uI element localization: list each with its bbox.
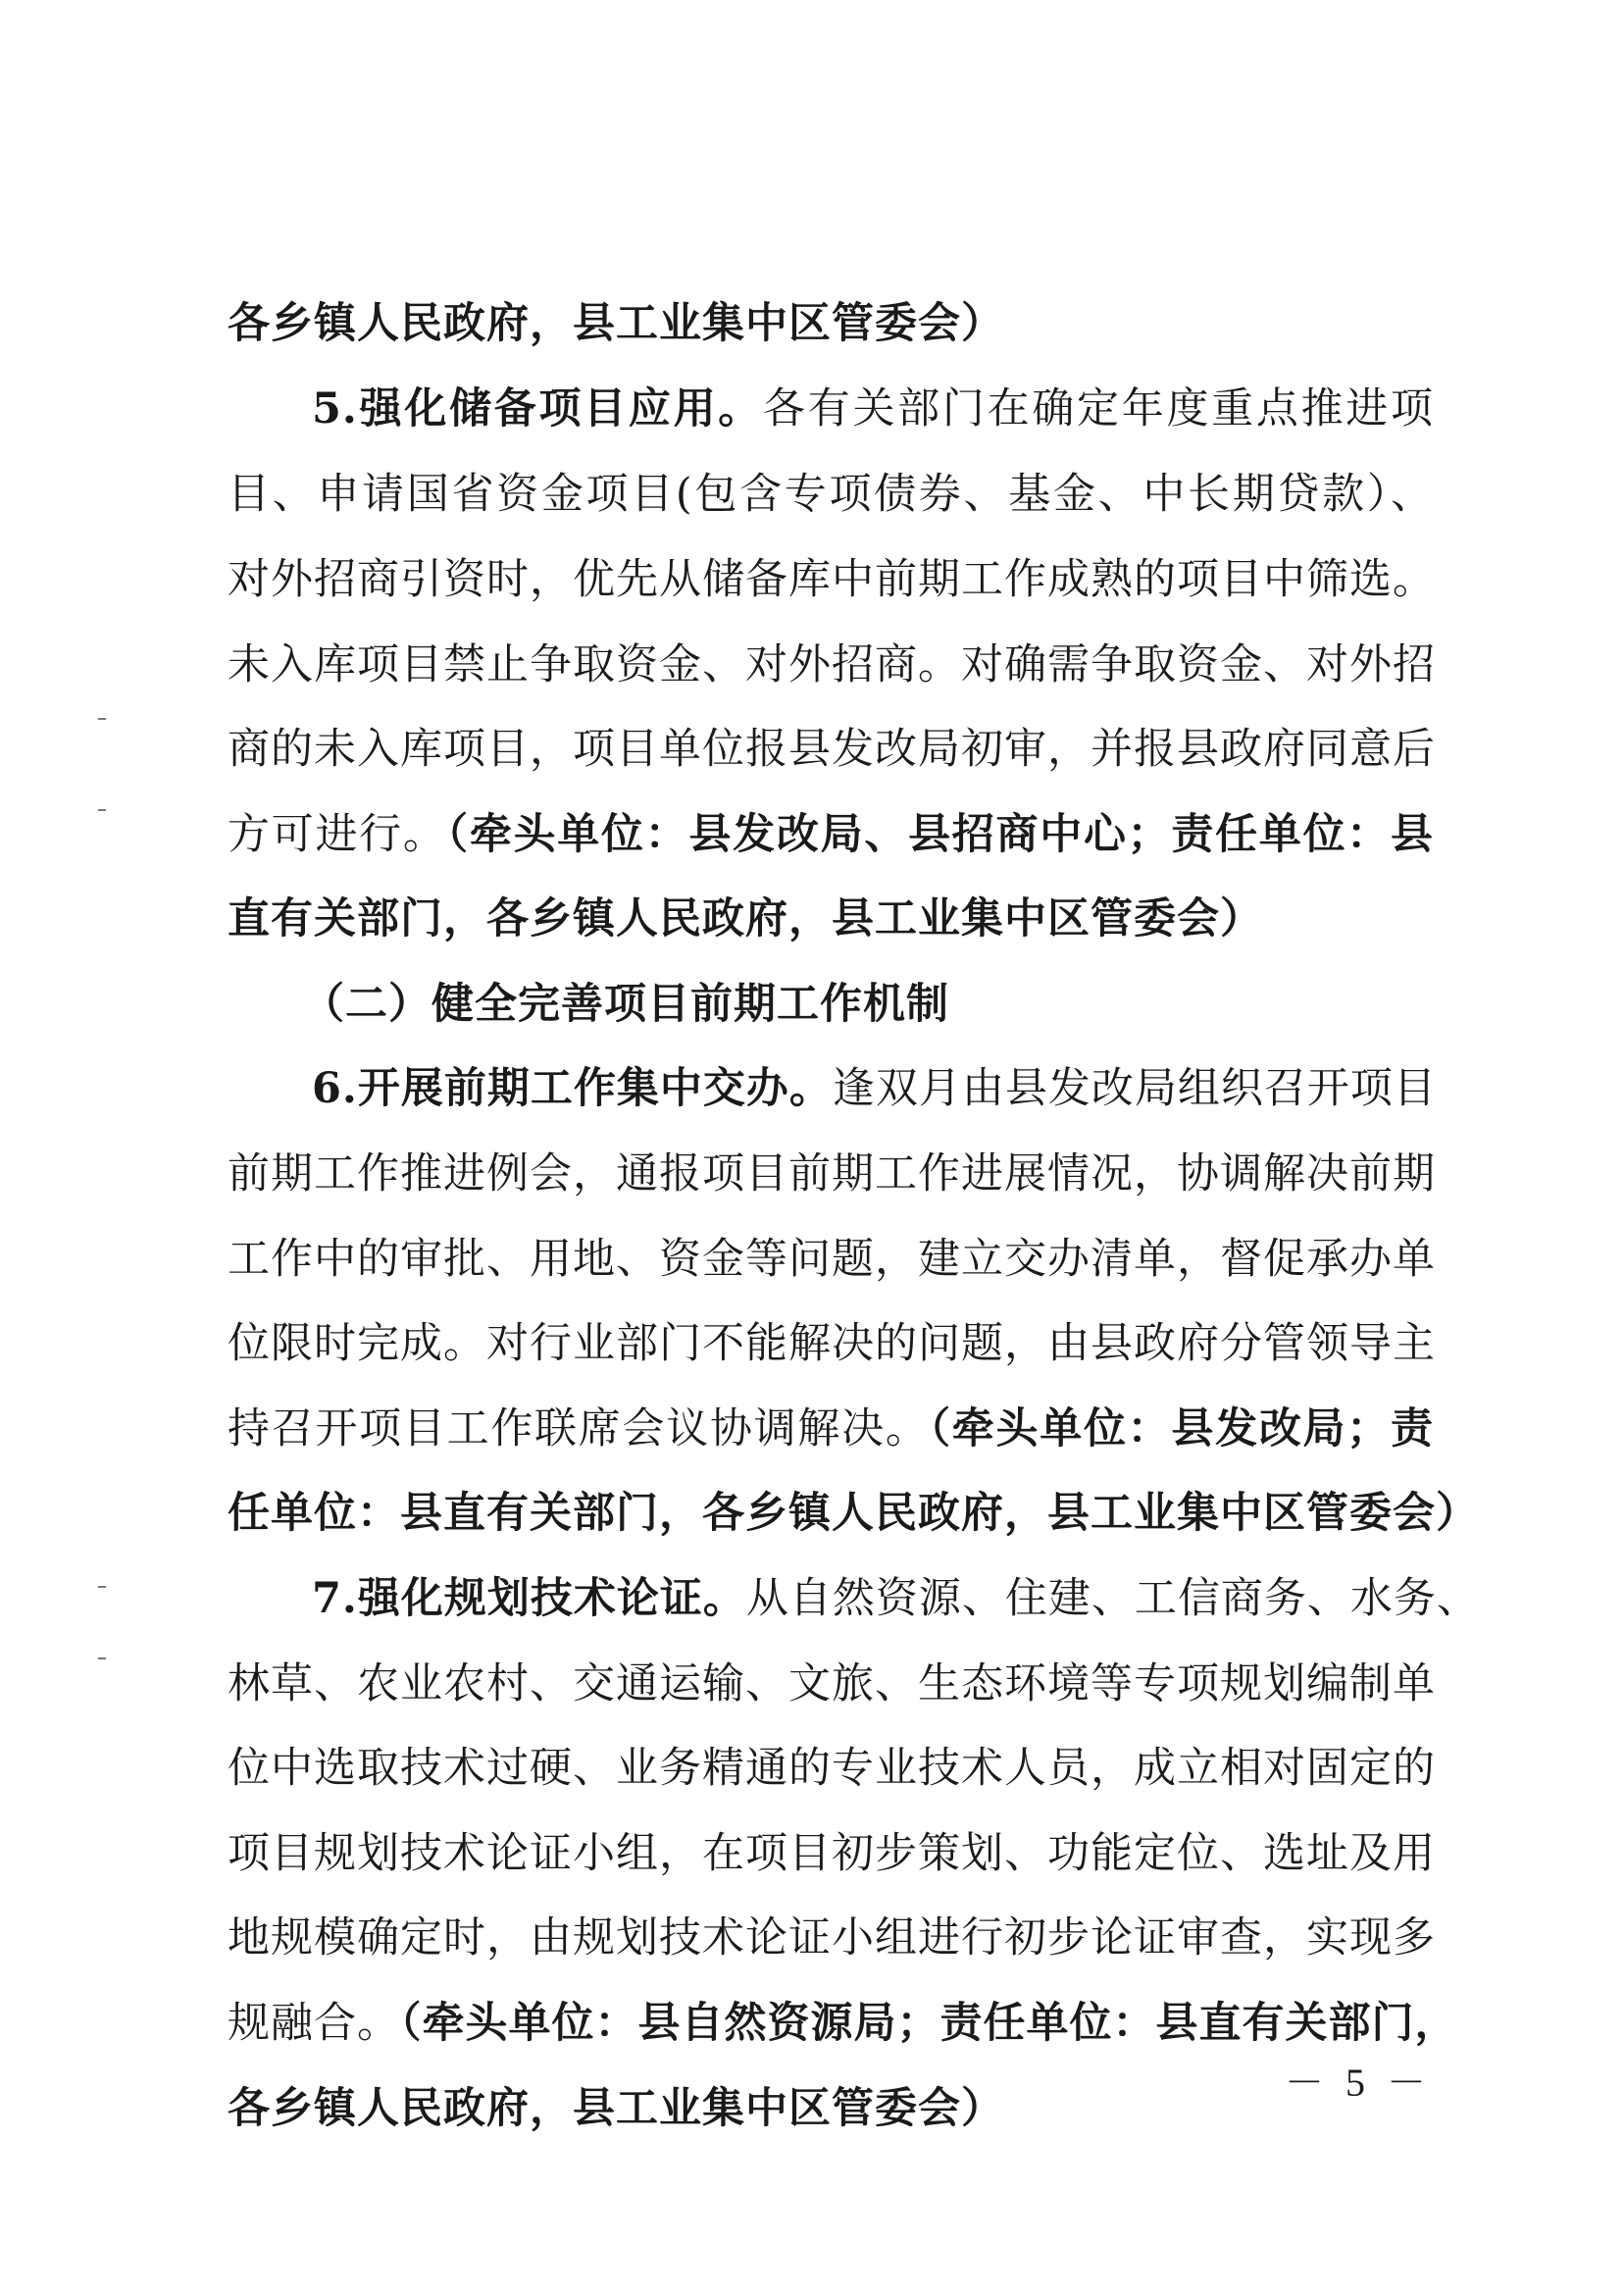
text-line-22	[228, 2069, 1434, 2148]
body-text: 未入库项目禁止争取资金、对外招商。对确需争取资金、对外招	[228, 640, 1436, 689]
text-line-12	[228, 1220, 1434, 1299]
item-5-title: 5.强化储备项目应用。	[312, 384, 764, 433]
body-text: 前期工作推进例会，通报项目前期工作进展情况，协调解决前期	[228, 1149, 1436, 1198]
scan-mark	[98, 809, 106, 811]
text-line-3	[228, 455, 1434, 534]
text-line-6	[228, 710, 1434, 789]
bold-text: （牵头单位：县发改局、县招商中心；责任单位：县	[446, 810, 1435, 859]
text-line-14	[228, 1390, 1434, 1468]
body-text: 对外招商引资时，优先从储备库中前期工作成熟的项目中筛选。	[228, 555, 1436, 604]
body-text: 项目规划技术论证小组，在项目初步策划、功能定位、选址及用	[228, 1829, 1436, 1878]
text-line-19	[228, 1814, 1434, 1893]
text-line-1	[228, 284, 1434, 363]
body-text: 地规模确定时，由规划技术论证小组进行初步论证审查，实现多	[228, 1913, 1436, 1962]
body-text: 位限时完成。对行业部门不能解决的问题，由县政府分管领导主	[228, 1319, 1436, 1368]
section-title: （二）健全完善项目前期工作机制	[302, 980, 949, 1029]
page-number: － 5 －	[1285, 2061, 1432, 2105]
section-heading	[302, 965, 1283, 1044]
item-7-title: 7.强化规划技术论证。	[312, 1574, 746, 1623]
scan-mark	[98, 1657, 106, 1659]
bold-text: （牵头单位：县自然资源局；责任单位：县直有关部门，	[400, 1999, 1458, 2048]
body-text: 工作中的审批、用地、资金等问题，建立交办清单，督促承办单	[228, 1235, 1436, 1284]
body-text: 逢双月由县发改局组织召开项目	[832, 1064, 1437, 1113]
text-line-15	[228, 1474, 1479, 1553]
body-text: 商的未入库项目，项目单位报县发改局初审，并报县政府同意后	[228, 725, 1436, 774]
text-line-4	[228, 540, 1434, 619]
scan-mark	[98, 1586, 106, 1588]
text-line-11	[228, 1135, 1434, 1213]
bold-text: 任单位：县直有关部门，各乡镇人民政府，县工业集中区管委会）	[228, 1489, 1479, 1538]
item-6-title: 6.开展前期工作集中交办。	[312, 1064, 833, 1113]
body-text: 各有关部门在确定年度重点推进项	[763, 384, 1435, 433]
text-line-20	[228, 1899, 1434, 1977]
body-text: 持召开项目工作联席会议协调解决。	[228, 1404, 930, 1453]
item-6-heading-line	[312, 1049, 1437, 1128]
bold-text: 直有关部门，各乡镇人民政府，县工业集中区管委会）	[228, 894, 1263, 943]
text-line-17	[228, 1645, 1434, 1723]
text-line-7	[228, 795, 1434, 874]
text-line-18	[228, 1729, 1434, 1808]
bold-text: 各乡镇人民政府，县工业集中区管委会）	[228, 299, 1004, 348]
text-line-8	[228, 880, 1434, 958]
item-5-heading-line	[312, 370, 1434, 448]
scan-mark	[98, 718, 106, 720]
bold-text: （牵头单位：县发改局；责	[929, 1404, 1435, 1453]
item-7-heading-line	[312, 1559, 1480, 1638]
body-text: 目、申请国省资金项目(包含专项债券、基金、中长期贷款）、	[228, 470, 1434, 519]
text-line-5	[228, 626, 1434, 704]
body-text: 方可进行。	[228, 810, 447, 859]
body-text: 林草、农业农村、交通运输、文旅、生态环境等专项规划编制单	[228, 1659, 1436, 1708]
text-line-13	[228, 1304, 1434, 1383]
text-line-21	[228, 1984, 1458, 2063]
bold-text: 各乡镇人民政府，县工业集中区管委会）	[228, 2084, 1004, 2133]
body-text: 从自然资源、住建、工信商务、水务、	[745, 1574, 1480, 1623]
body-text: 位中选取技术过硬、业务精通的专业技术人员，成立相对固定的	[228, 1744, 1436, 1793]
body-text: 规融合。	[228, 1999, 400, 2048]
